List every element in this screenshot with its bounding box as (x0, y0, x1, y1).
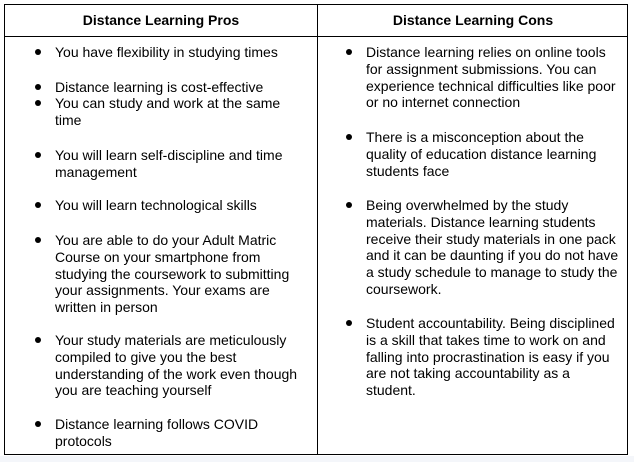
pros-list-item: Distance learning is cost-effective (55, 79, 305, 96)
column-divider (317, 5, 318, 454)
cons-list-item: Being overwhelmed by the study materials. Distance learning students receive their study materials in one pack and it can be daunting if you do not have a study schedule to manage to study the coursework. (366, 197, 622, 298)
bullet-icon (35, 421, 41, 427)
pros-list-item: Your study materials are meticulously compiled to give you the best understanding of the work even though you are teaching yourself (55, 332, 305, 399)
bullet-icon (346, 320, 352, 326)
cons-list-item: Student accountability. Being disciplined is a skill that takes time to work on and falling into procrastination is easy if you are not taking accountability as a student. (366, 315, 622, 399)
pros-list-item: You are able to do your Adult Matric Course on your smartphone from studying the coursework to submitting your assignments. Your exams are written in person (55, 232, 305, 316)
bullet-icon (35, 237, 41, 243)
bullet-icon (35, 202, 41, 208)
pros-list-item: You have flexibility in studying times (55, 44, 305, 61)
cons-list-item: There is a misconception about the quality of education distance learning students face (366, 129, 622, 179)
bullet-icon (346, 49, 352, 55)
pros-list-item: You will learn self-discipline and time management (55, 147, 305, 181)
pros-list-item: You will learn technological skills (55, 197, 305, 214)
header-divider (5, 36, 627, 37)
cons-header: Distance Learning Cons (392, 12, 554, 28)
pros-list-item: Distance learning follows COVID protocols (55, 416, 305, 450)
pros-list-item: You can study and work at the same time (55, 95, 305, 129)
bullet-icon (35, 100, 41, 106)
pros-header: Distance Learning Pros (82, 12, 240, 28)
bullet-icon (35, 152, 41, 158)
bullet-icon (346, 202, 352, 208)
bullet-icon (35, 337, 41, 343)
bullet-icon (346, 134, 352, 140)
bullet-icon (35, 84, 41, 90)
bullet-icon (35, 49, 41, 55)
cons-list-item: Distance learning relies on online tools for assignment submissions. You can experience technical difficulties like poor or no internet connection (366, 44, 622, 111)
